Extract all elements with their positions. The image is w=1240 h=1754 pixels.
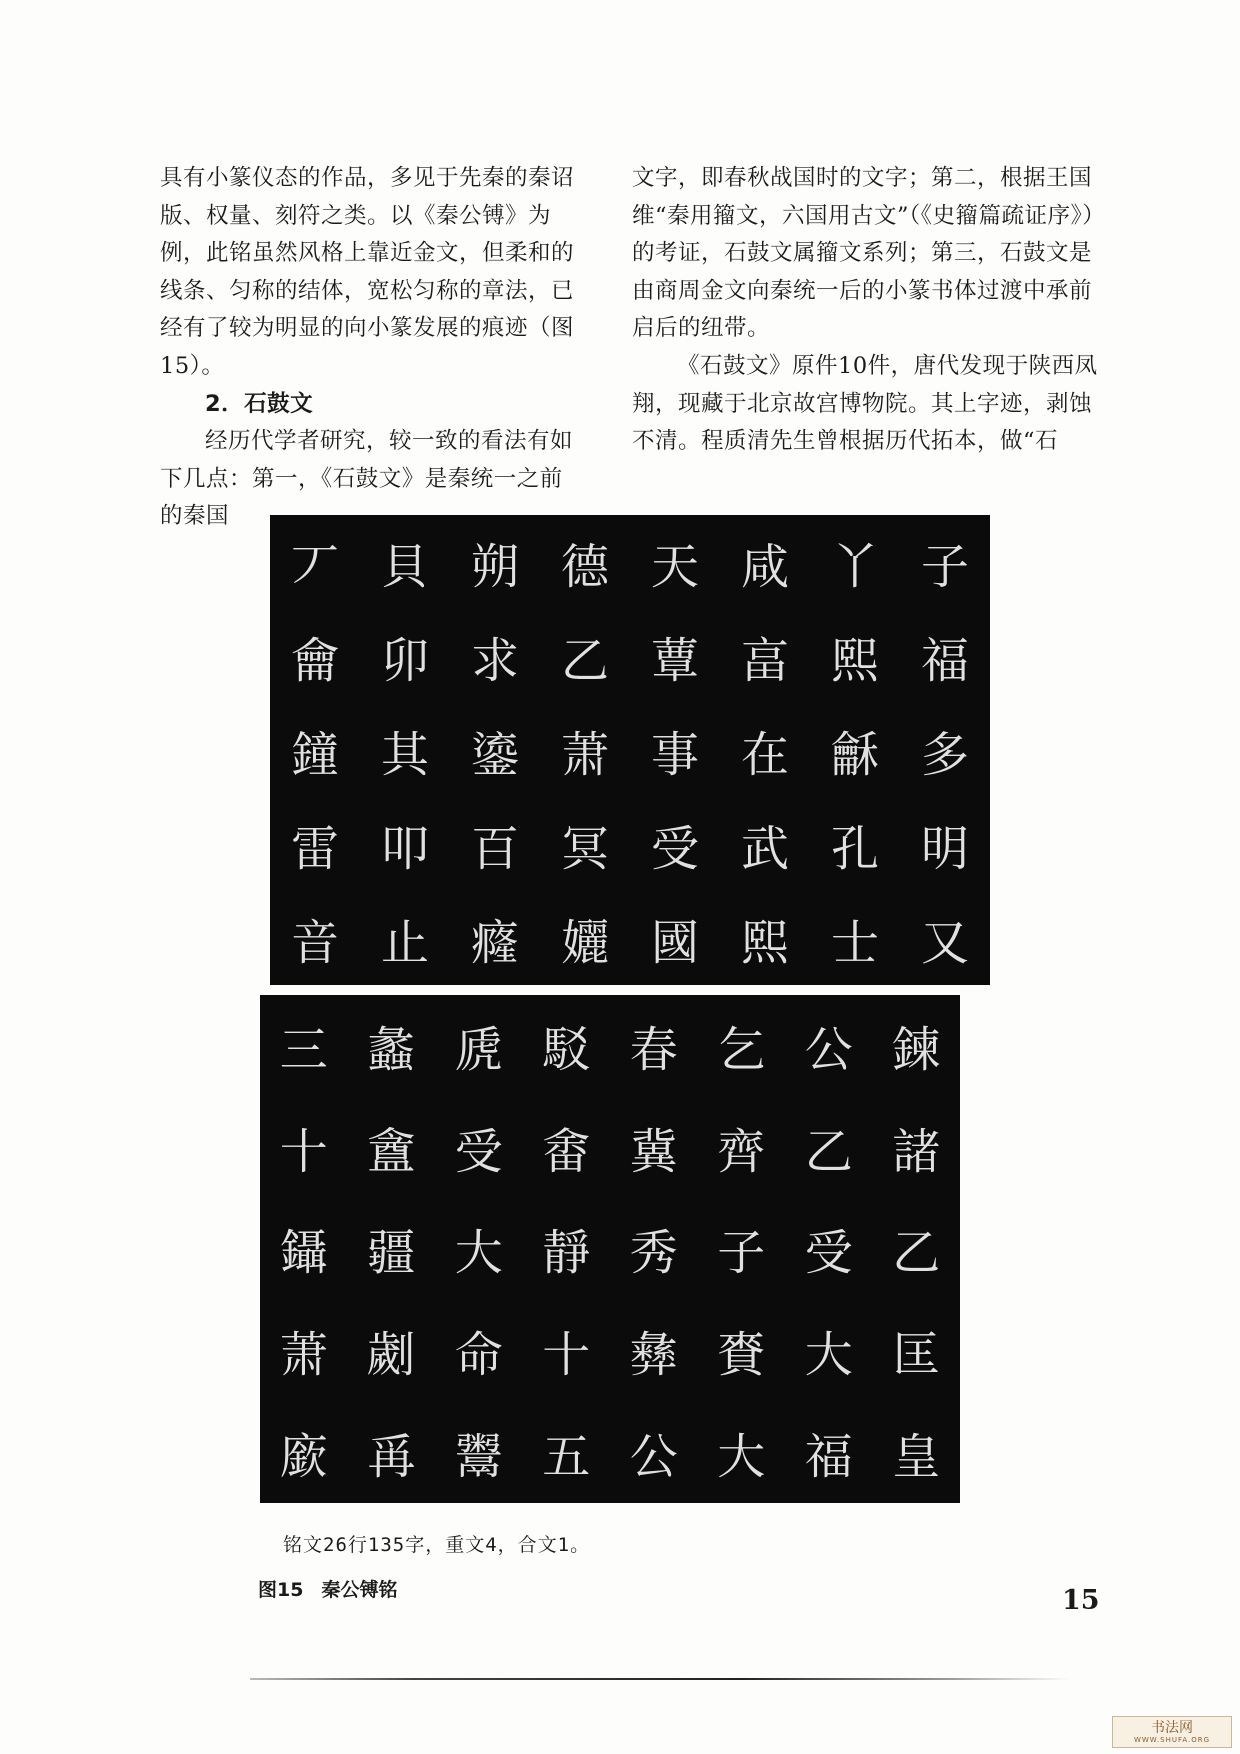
section-heading: 2．石鼓文 — [205, 390, 314, 417]
paragraph: 文字，即春秋战国时的文字；第二，根据王国维“秦用籀文，六国用古文”（《史籀篇疏证序》）的考证，石鼓文属籀文系列；第三，石鼓文是由商周金文向秦统一后的小篆书体过渡中承前启后的纽带。 — [632, 165, 1095, 342]
figure-caption — [258, 1575, 415, 1602]
paragraph: 《石鼓文》原件10件，唐代发现于陕西凤翔，现藏于北京故宫博物院。其上字迹，剥蚀不清。程质清先生曾根据历代拓本，做“石 — [632, 352, 1098, 455]
figure-caption-note: 铭文26行135字，重文4，合文1。 — [283, 1534, 591, 1556]
watermark-url: WWW.SHUFA.ORG — [1133, 1735, 1211, 1744]
inscription-rubbing-figure — [260, 505, 995, 1505]
figure-title: 秦公镈铭 — [321, 1579, 398, 1601]
figure-label: 图15 — [258, 1579, 304, 1601]
page-number: 15 — [1062, 1585, 1100, 1616]
footer-rule — [250, 1678, 1070, 1680]
paragraph: 具有小篆仪态的作品，多见于先秦的秦诏版、权量、刻符之类。以《秦公镈》为例，此铭虽然风格上靠近金文，但柔和的线条、匀称的结体，宽松匀称的章法，已经有了较为明显的向小篆发展的痕迹（图15）。 — [160, 165, 575, 379]
right-column — [632, 160, 1098, 461]
seal-script-glyphs: 丆 貝 朔 德 天 咸 丫 子 龠 卯 求 乙 蕈 畗 熙 福 鐘 其 鎏 萧 事 在 龢 多 雷 叩 百 冥 受 武 孔 明 音 止 癃 孋 國 熙 士 又 — [290, 538, 969, 971]
rubbing-upper-panel — [270, 515, 990, 985]
site-watermark-logo — [1112, 1716, 1232, 1748]
left-column — [160, 160, 580, 536]
watermark-text: 书法网 — [1151, 1719, 1193, 1736]
paragraph: 经历代学者研究，较一致的看法有如下几点：第一，《石鼓文》是秦统一之前的秦国 — [160, 428, 574, 530]
rubbing-lower-panel — [260, 995, 960, 1503]
seal-script-glyphs: 三 蠡 虒 駁 春 乞 公 鍊 十 盦 受 畬 冀 齊 乙 諸 鑷 疆 大 靜 秀 子 受 乙 萧 劌 命 十 彝 賚 大 匡 廞 爯 鬻 五 公 大 福 皇 — [279, 1022, 941, 1485]
